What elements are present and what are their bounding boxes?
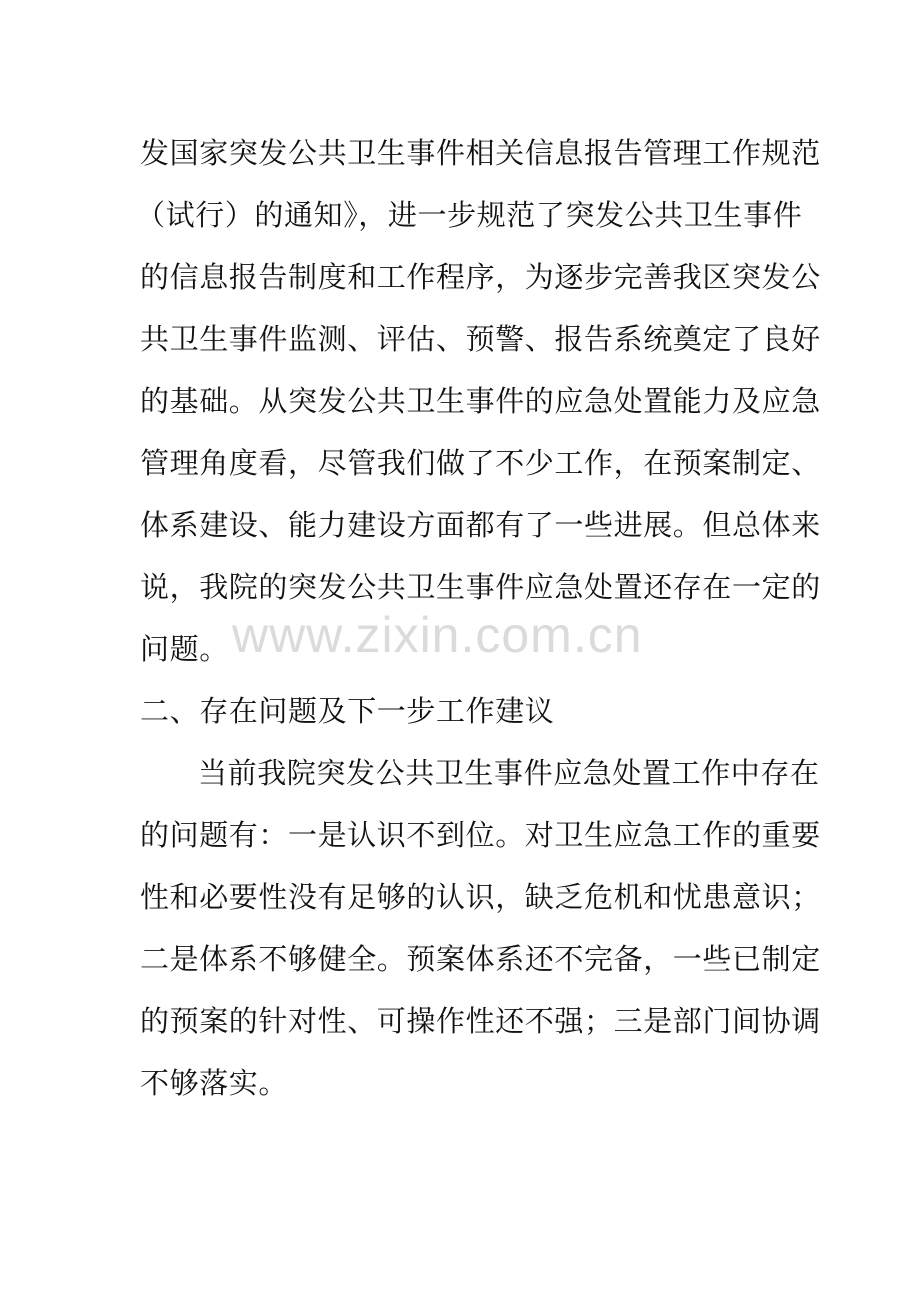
section-heading: 二、存在问题及下一步工作建议 bbox=[140, 694, 555, 728]
paragraph-line: 说，我院的突发公共卫生事件应急处置还存在一定的 bbox=[140, 570, 821, 604]
paragraph-line: 性和必要性没有足够的认识，缺乏危机和忧患意识； bbox=[140, 880, 821, 914]
paragraph-line: 的信息报告制度和工作程序，为逐步完善我区突发公 bbox=[140, 260, 821, 294]
watermark: www.zixin.com.cn bbox=[232, 607, 643, 663]
paragraph-line: 的基础。从突发公共卫生事件的应急处置能力及应急 bbox=[140, 384, 821, 418]
paragraph-line: 管理角度看，尽管我们做了不少工作，在预案制定、 bbox=[140, 446, 821, 480]
paragraph-line: 体系建设、能力建设方面都有了一些进展。但总体来 bbox=[140, 508, 821, 542]
paragraph-line: （试行）的通知》，进一步规范了突发公共卫生事件 bbox=[136, 198, 803, 232]
paragraph-line: 问题。 bbox=[140, 632, 229, 666]
paragraph-line: 不够落实。 bbox=[140, 1066, 289, 1100]
paragraph-line: 共卫生事件监测、评估、预警、报告系统奠定了良好 bbox=[140, 322, 821, 356]
paragraph-line: 的预案的针对性、可操作性还不强；三是部门间协调 bbox=[140, 1004, 821, 1038]
paragraph-line: 发国家突发公共卫生事件相关信息报告管理工作规范 bbox=[140, 136, 821, 170]
paragraph-line: 的问题有：一是认识不到位。对卫生应急工作的重要 bbox=[140, 818, 821, 852]
paragraph-line: 二是体系不够健全。预案体系还不完备，一些已制定 bbox=[140, 942, 821, 976]
paragraph-line: 当前我院突发公共卫生事件应急处置工作中存在 bbox=[198, 756, 820, 790]
